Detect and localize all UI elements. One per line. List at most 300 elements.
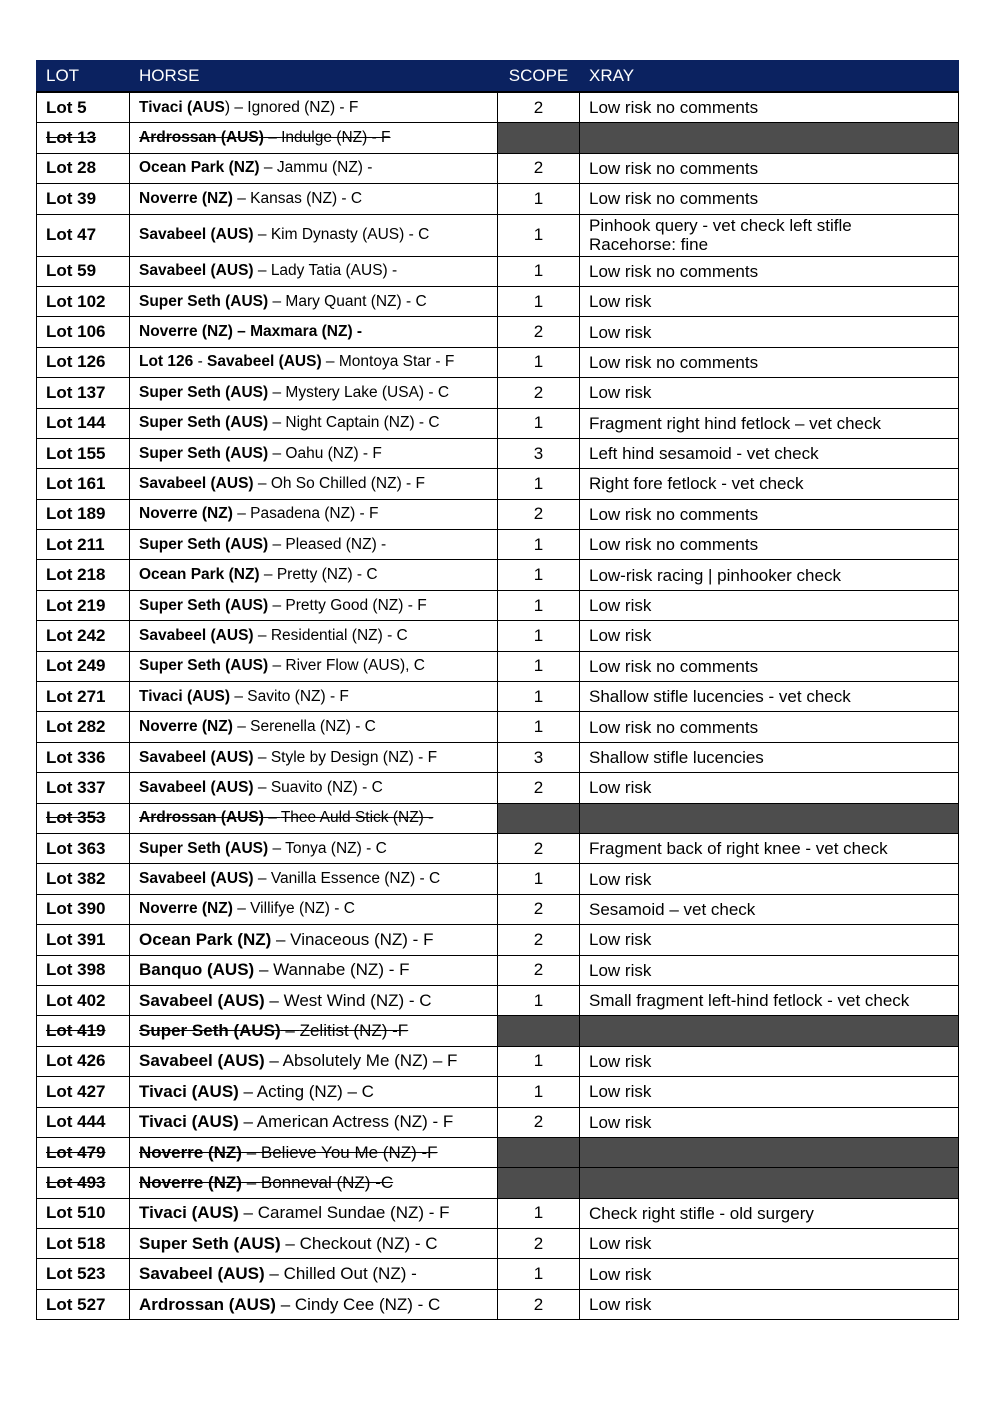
horse-separator: – bbox=[241, 1142, 261, 1162]
dam-name: Mystery Lake (USA) - C bbox=[285, 383, 450, 401]
horse-cell bbox=[130, 803, 498, 833]
dam-name: West Wind (NZ) - C bbox=[283, 990, 432, 1010]
scope-cell bbox=[498, 1168, 580, 1198]
horse-cell bbox=[130, 499, 498, 529]
horse-cell bbox=[130, 621, 498, 651]
header-row bbox=[37, 61, 959, 93]
horse-cell bbox=[130, 1168, 498, 1198]
horse-separator: – bbox=[254, 960, 274, 980]
table-row bbox=[37, 894, 959, 924]
table-row bbox=[37, 378, 959, 408]
sire-name: Ocean Park (NZ) bbox=[139, 159, 260, 177]
sire-name: Savabeel (AUS) bbox=[139, 748, 254, 766]
lot-cell: Lot 493 bbox=[37, 1168, 130, 1198]
horse-cell bbox=[130, 286, 498, 316]
sire-name: Savabeel (AUS) bbox=[139, 474, 254, 492]
horse-separator: – bbox=[268, 535, 286, 553]
table-row bbox=[37, 955, 959, 985]
scope-cell: 1 bbox=[498, 530, 580, 560]
table-row bbox=[37, 317, 959, 347]
lot-cell: Lot 282 bbox=[37, 712, 130, 742]
table-row bbox=[37, 1168, 959, 1198]
scope-cell: 1 bbox=[498, 1259, 580, 1289]
scope-cell: 1 bbox=[498, 1198, 580, 1228]
table-row bbox=[37, 1259, 959, 1289]
scope-cell: 2 bbox=[498, 92, 580, 123]
table-header bbox=[37, 61, 959, 93]
xray-note: Low risk bbox=[589, 869, 652, 889]
sire-name: Noverre (NZ) bbox=[139, 718, 233, 736]
xray-cell bbox=[580, 214, 959, 256]
dam-name: Acting (NZ) – C bbox=[256, 1081, 374, 1101]
horse-separator: – bbox=[232, 505, 251, 523]
horse-separator: – bbox=[253, 262, 271, 280]
horse-separator: – bbox=[259, 159, 277, 177]
xray-note: Fragment back of right knee - vet check bbox=[589, 839, 888, 859]
lot-cell: Lot 336 bbox=[37, 742, 130, 772]
xray-note: Low risk bbox=[589, 960, 652, 980]
horse-lot-prefix: Lot 126 bbox=[139, 353, 194, 371]
lot-cell: Lot 271 bbox=[37, 682, 130, 712]
xray-note-secondary: Racehorse: fine bbox=[589, 235, 709, 255]
xray-note: Low risk no comments bbox=[589, 261, 759, 281]
xray-note: Low risk bbox=[589, 292, 652, 312]
table-row bbox=[37, 621, 959, 651]
header-lot: LOT bbox=[37, 61, 130, 93]
scope-cell bbox=[498, 803, 580, 833]
horse-cell bbox=[130, 92, 498, 123]
horse-separator: ) – bbox=[224, 98, 248, 116]
scope-cell bbox=[498, 1016, 580, 1046]
xray-cell bbox=[580, 123, 959, 153]
table-row bbox=[37, 651, 959, 681]
dam-name: Pretty Good (NZ) - F bbox=[285, 596, 427, 614]
table-row bbox=[37, 1229, 959, 1259]
scope-cell: 2 bbox=[498, 773, 580, 803]
dam-name: Pretty (NZ) - C bbox=[276, 566, 378, 584]
sire-name: Noverre (NZ) bbox=[139, 189, 233, 207]
horse-cell bbox=[130, 1289, 498, 1319]
sire-name: Savabeel (AUS) bbox=[139, 226, 254, 244]
xray-note: Low risk bbox=[589, 1112, 652, 1132]
scope-cell: 2 bbox=[498, 955, 580, 985]
scope-cell: 1 bbox=[498, 469, 580, 499]
horse-separator: – bbox=[268, 444, 286, 462]
xray-cell bbox=[580, 864, 959, 894]
lot-cell: Lot 518 bbox=[37, 1229, 130, 1259]
xray-note: Low risk bbox=[589, 1082, 652, 1102]
xray-note: Low risk bbox=[589, 626, 652, 646]
horse-cell bbox=[130, 1137, 498, 1167]
scope-cell: 3 bbox=[498, 742, 580, 772]
dam-name: Kansas (NZ) - C bbox=[250, 189, 363, 207]
xray-cell bbox=[580, 1077, 959, 1107]
sire-name: Tivaci (AUS) bbox=[139, 1203, 239, 1223]
horse-separator: – bbox=[263, 129, 282, 147]
lot-cell: Lot 337 bbox=[37, 773, 130, 803]
sire-name: Savabeel (AUS) bbox=[139, 626, 254, 644]
scope-cell: 1 bbox=[498, 184, 580, 214]
scope-cell: 1 bbox=[498, 347, 580, 377]
xray-cell bbox=[580, 408, 959, 438]
horse-cell bbox=[130, 1107, 498, 1137]
xray-cell bbox=[580, 378, 959, 408]
xray-note: Low risk bbox=[589, 1295, 652, 1315]
sire-name: Savabeel (AUS) bbox=[139, 778, 254, 796]
xray-cell bbox=[580, 347, 959, 377]
sire-name: Super Seth (AUS) bbox=[139, 1233, 281, 1253]
lot-cell: Lot 390 bbox=[37, 894, 130, 924]
horse-separator: – bbox=[253, 870, 271, 888]
horse-cell bbox=[130, 1046, 498, 1076]
lot-cell: Lot 126 bbox=[37, 347, 130, 377]
xray-cell bbox=[580, 469, 959, 499]
horse-separator: – bbox=[280, 1233, 300, 1253]
xray-cell bbox=[580, 803, 959, 833]
xray-cell bbox=[580, 925, 959, 955]
horse-separator: – bbox=[268, 596, 286, 614]
xray-note: Low risk no comments bbox=[589, 504, 759, 524]
xray-note: Pinhook query - vet check left stifle bbox=[589, 216, 852, 236]
xray-note: Small fragment left-hind fetlock - vet check bbox=[589, 991, 910, 1011]
dam-name: Style by Design (NZ) - F bbox=[270, 748, 438, 766]
xray-note: Low risk bbox=[589, 383, 652, 403]
xray-note: Low risk bbox=[589, 596, 652, 616]
table-row bbox=[37, 925, 959, 955]
horse-separator: – bbox=[264, 1264, 284, 1284]
horse-cell bbox=[130, 214, 498, 256]
lot-cell: Lot 249 bbox=[37, 651, 130, 681]
xray-cell bbox=[580, 286, 959, 316]
xray-cell bbox=[580, 985, 959, 1015]
horse-separator: – bbox=[238, 1203, 258, 1223]
horse-separator: – bbox=[264, 1051, 283, 1071]
horse-cell bbox=[130, 864, 498, 894]
lot-cell: Lot 39 bbox=[37, 184, 130, 214]
sire-name: Noverre (NZ) bbox=[139, 1142, 242, 1162]
table-row bbox=[37, 438, 959, 468]
table-row bbox=[37, 712, 959, 742]
horse-cell bbox=[130, 530, 498, 560]
xray-note: Low risk no comments bbox=[589, 717, 759, 737]
horse-separator: – bbox=[264, 990, 284, 1010]
table-row bbox=[37, 1289, 959, 1319]
header-horse: HORSE bbox=[130, 61, 498, 93]
xray-note: Sesamoid – vet check bbox=[589, 899, 756, 919]
horse-cell bbox=[130, 712, 498, 742]
dam-name: Residential (NZ) - C bbox=[270, 626, 408, 644]
horse-cell bbox=[130, 123, 498, 153]
xray-note: Low risk no comments bbox=[589, 352, 759, 372]
sire-name: Savabeel (AUS) bbox=[207, 353, 322, 371]
sire-name: Savabeel (AUS) bbox=[139, 262, 254, 280]
horse-separator: – bbox=[268, 839, 286, 857]
dam-name: Bonneval (NZ) -C bbox=[260, 1172, 394, 1192]
dam-name: Zelitist (NZ) -F bbox=[299, 1021, 409, 1041]
horse-separator: – bbox=[263, 809, 281, 827]
table-row bbox=[37, 773, 959, 803]
scope-cell: 1 bbox=[498, 651, 580, 681]
horse-separator: – bbox=[238, 1081, 257, 1101]
sire-name: Super Seth (AUS) bbox=[139, 839, 269, 857]
sire-name: Savabeel (AUS) bbox=[139, 870, 254, 888]
scope-cell: 2 bbox=[498, 1229, 580, 1259]
xray-cell bbox=[580, 1198, 959, 1228]
horse-separator: – bbox=[238, 1112, 257, 1132]
horse-cell bbox=[130, 1259, 498, 1289]
scope-cell: 2 bbox=[498, 833, 580, 863]
lot-cell: Lot 161 bbox=[37, 469, 130, 499]
lot-cell: Lot 218 bbox=[37, 560, 130, 590]
xray-cell bbox=[580, 153, 959, 183]
horse-cell bbox=[130, 408, 498, 438]
lot-cell: Lot 523 bbox=[37, 1259, 130, 1289]
horse-cell bbox=[130, 438, 498, 468]
sire-name: Super Seth (AUS) bbox=[139, 444, 269, 462]
scope-cell: 2 bbox=[498, 894, 580, 924]
table-row bbox=[37, 742, 959, 772]
lot-cell: Lot 219 bbox=[37, 590, 130, 620]
horse-cell bbox=[130, 153, 498, 183]
dam-name: Night Captain (NZ) - C bbox=[285, 414, 440, 432]
scope-cell: 1 bbox=[498, 985, 580, 1015]
horse-cell bbox=[130, 955, 498, 985]
horse-separator: – bbox=[321, 353, 339, 371]
lot-cell: Lot 242 bbox=[37, 621, 130, 651]
table-row bbox=[37, 469, 959, 499]
dam-name: Ignored (NZ) - F bbox=[247, 98, 359, 116]
dam-name: Pleased (NZ) - bbox=[285, 535, 387, 553]
table-row bbox=[37, 590, 959, 620]
sire-name: Noverre (NZ) bbox=[139, 900, 233, 918]
lot-cell: Lot 137 bbox=[37, 378, 130, 408]
lot-cell: Lot 391 bbox=[37, 925, 130, 955]
table-row bbox=[37, 1107, 959, 1137]
table-row bbox=[37, 803, 959, 833]
horse-separator: – bbox=[268, 383, 286, 401]
horse-cell bbox=[130, 317, 498, 347]
table-row bbox=[37, 530, 959, 560]
horse-cell bbox=[130, 1198, 498, 1228]
sire-name: Savabeel (AUS) bbox=[139, 990, 265, 1010]
horse-cell bbox=[130, 682, 498, 712]
horse-separator: – bbox=[253, 748, 271, 766]
horse-separator: – bbox=[271, 929, 291, 949]
xray-note: Left hind sesamoid - vet check bbox=[589, 444, 819, 464]
xray-note: Low risk no comments bbox=[589, 189, 759, 209]
horse-separator: – bbox=[253, 778, 271, 796]
horse-cell bbox=[130, 773, 498, 803]
table-row bbox=[37, 1016, 959, 1046]
lot-cell: Lot 144 bbox=[37, 408, 130, 438]
dam-name: Mary Quant (NZ) - C bbox=[285, 292, 427, 310]
lot-cell: Lot 28 bbox=[37, 153, 130, 183]
lot-cell: Lot 419 bbox=[37, 1016, 130, 1046]
xray-cell bbox=[580, 1168, 959, 1198]
dam-name: Wannabe (NZ) - F bbox=[273, 960, 410, 980]
horse-cell bbox=[130, 1016, 498, 1046]
scope-cell: 1 bbox=[498, 621, 580, 651]
dam-name: Caramel Sundae (NZ) - F bbox=[257, 1203, 450, 1223]
horse-separator: – bbox=[268, 292, 286, 310]
dam-name: Vinaceous (NZ) - F bbox=[290, 929, 434, 949]
horse-separator: – bbox=[232, 900, 251, 918]
sire-name: Super Seth (AUS) bbox=[139, 292, 269, 310]
xray-note: Check right stifle - old surgery bbox=[589, 1203, 814, 1223]
xray-cell bbox=[580, 1016, 959, 1046]
table-row bbox=[37, 214, 959, 256]
xray-cell bbox=[580, 1259, 959, 1289]
lot-cell: Lot 353 bbox=[37, 803, 130, 833]
lot-cell: Lot 510 bbox=[37, 1198, 130, 1228]
table-row bbox=[37, 1077, 959, 1107]
lot-cell: Lot 189 bbox=[37, 499, 130, 529]
sire-name: Tivaci (AUS bbox=[139, 98, 225, 116]
horse-separator: – bbox=[232, 189, 251, 207]
xray-note: Low risk no comments bbox=[589, 158, 759, 178]
dam-name: Checkout (NZ) - C bbox=[299, 1233, 438, 1253]
horse-cell bbox=[130, 378, 498, 408]
table-row bbox=[37, 985, 959, 1015]
scope-cell: 1 bbox=[498, 214, 580, 256]
xray-cell bbox=[580, 184, 959, 214]
xray-note: Right fore fetlock - vet check bbox=[589, 474, 804, 494]
dam-name: Chilled Out (NZ) - bbox=[283, 1264, 417, 1284]
horse-separator: – bbox=[268, 657, 286, 675]
table-row bbox=[37, 347, 959, 377]
table-row bbox=[37, 256, 959, 286]
dam-name: Absolutely Me (NZ) – F bbox=[282, 1051, 458, 1071]
table-row bbox=[37, 92, 959, 123]
lot-cell: Lot 47 bbox=[37, 214, 130, 256]
dam-name: Cindy Cee (NZ) - C bbox=[294, 1294, 441, 1314]
sire-name: Ardrossan (AUS) bbox=[139, 809, 264, 827]
sire-name: Tivaci (AUS) bbox=[139, 1112, 239, 1132]
xray-cell bbox=[580, 773, 959, 803]
xray-cell bbox=[580, 256, 959, 286]
sire-name: Ardrossan (AUS) bbox=[139, 129, 264, 147]
scope-cell: 3 bbox=[498, 438, 580, 468]
lot-cell: Lot 427 bbox=[37, 1077, 130, 1107]
horse-separator: – bbox=[232, 718, 251, 736]
dam-name: Tonya (NZ) - C bbox=[285, 839, 387, 857]
sire-name: Super Seth (AUS) bbox=[139, 414, 269, 432]
xray-note: Low risk bbox=[589, 778, 652, 798]
lot-cell: Lot 155 bbox=[37, 438, 130, 468]
horse-separator: – bbox=[230, 687, 248, 705]
xray-cell bbox=[580, 742, 959, 772]
table-row bbox=[37, 153, 959, 183]
horse-cell bbox=[130, 742, 498, 772]
xray-cell bbox=[580, 317, 959, 347]
scope-cell: 1 bbox=[498, 864, 580, 894]
dam-name: Savito (NZ) - F bbox=[247, 687, 349, 705]
xray-note: Low risk no comments bbox=[589, 535, 759, 555]
xray-cell bbox=[580, 530, 959, 560]
xray-cell bbox=[580, 1107, 959, 1137]
dam-name: American Actress (NZ) - F bbox=[256, 1112, 454, 1132]
xray-cell bbox=[580, 92, 959, 123]
lot-cell: Lot 211 bbox=[37, 530, 130, 560]
scope-cell: 2 bbox=[498, 153, 580, 183]
xray-note: Shallow stifle lucencies bbox=[589, 748, 764, 767]
header-scope: SCOPE bbox=[498, 61, 580, 93]
xray-cell bbox=[580, 894, 959, 924]
horse-cell bbox=[130, 347, 498, 377]
lot-cell: Lot 102 bbox=[37, 286, 130, 316]
scope-cell: 2 bbox=[498, 317, 580, 347]
xray-note: Low-risk racing | pinhooker check bbox=[589, 565, 841, 585]
xray-cell bbox=[580, 682, 959, 712]
horse-separator: – bbox=[253, 474, 271, 492]
scope-cell: 1 bbox=[498, 560, 580, 590]
xray-cell bbox=[580, 590, 959, 620]
table-row bbox=[37, 123, 959, 153]
lot-cell: Lot 398 bbox=[37, 955, 130, 985]
scope-cell bbox=[498, 1137, 580, 1167]
lot-xray-table bbox=[36, 60, 959, 1320]
horse-prefix-separator: - bbox=[193, 353, 208, 371]
sire-name: Super Seth (AUS) bbox=[139, 657, 269, 675]
table-row bbox=[37, 833, 959, 863]
xray-cell bbox=[580, 1137, 959, 1167]
table-row bbox=[37, 408, 959, 438]
horse-separator: – bbox=[275, 1294, 295, 1314]
horse-cell bbox=[130, 833, 498, 863]
table-row bbox=[37, 286, 959, 316]
header-xray: XRAY bbox=[580, 61, 959, 93]
sire-name: Super Seth (AUS) bbox=[139, 1021, 281, 1041]
table-row bbox=[37, 682, 959, 712]
xray-cell bbox=[580, 955, 959, 985]
table-body bbox=[37, 92, 959, 1320]
xray-note: Low risk bbox=[589, 322, 652, 342]
scope-cell: 1 bbox=[498, 286, 580, 316]
xray-cell bbox=[580, 1046, 959, 1076]
lot-cell: Lot 444 bbox=[37, 1107, 130, 1137]
scope-cell: 2 bbox=[498, 378, 580, 408]
xray-note: Low risk bbox=[589, 1051, 652, 1071]
horse-cell bbox=[130, 1229, 498, 1259]
sire-name: Tivaci (AUS) bbox=[139, 1081, 239, 1101]
xray-note: Low risk bbox=[589, 1234, 652, 1254]
horse-separator: – bbox=[253, 226, 271, 244]
sire-name: Ardrossan (AUS) bbox=[139, 1294, 276, 1314]
scope-cell: 1 bbox=[498, 1046, 580, 1076]
sire-name: Savabeel (AUS) bbox=[139, 1264, 265, 1284]
horse-cell bbox=[130, 1077, 498, 1107]
sire-name: Noverre (NZ) bbox=[139, 505, 233, 523]
horse-separator: – bbox=[253, 626, 271, 644]
xray-cell bbox=[580, 1229, 959, 1259]
horse-cell bbox=[130, 590, 498, 620]
xray-cell bbox=[580, 1289, 959, 1319]
dam-name: Oahu (NZ) - F bbox=[285, 444, 382, 462]
sire-name: Ocean Park (NZ) bbox=[139, 929, 272, 949]
dam-name: Lady Tatia (AUS) - bbox=[270, 262, 398, 280]
xray-note: Fragment right hind fetlock – vet check bbox=[589, 413, 881, 433]
dam-name: Pasadena (NZ) - F bbox=[250, 505, 379, 523]
dam-name: Kim Dynasty (AUS) - C bbox=[270, 226, 430, 244]
dam-name: River Flow (AUS), C bbox=[285, 657, 425, 675]
horse-cell bbox=[130, 925, 498, 955]
dam-name: Oh So Chilled (NZ) - F bbox=[270, 474, 425, 492]
sire-name: Noverre (NZ) – Maxmara (NZ) - bbox=[139, 323, 363, 341]
horse-separator: – bbox=[259, 566, 277, 584]
scope-cell: 1 bbox=[498, 408, 580, 438]
horse-cell bbox=[130, 985, 498, 1015]
lot-cell: Lot 5 bbox=[37, 92, 130, 123]
